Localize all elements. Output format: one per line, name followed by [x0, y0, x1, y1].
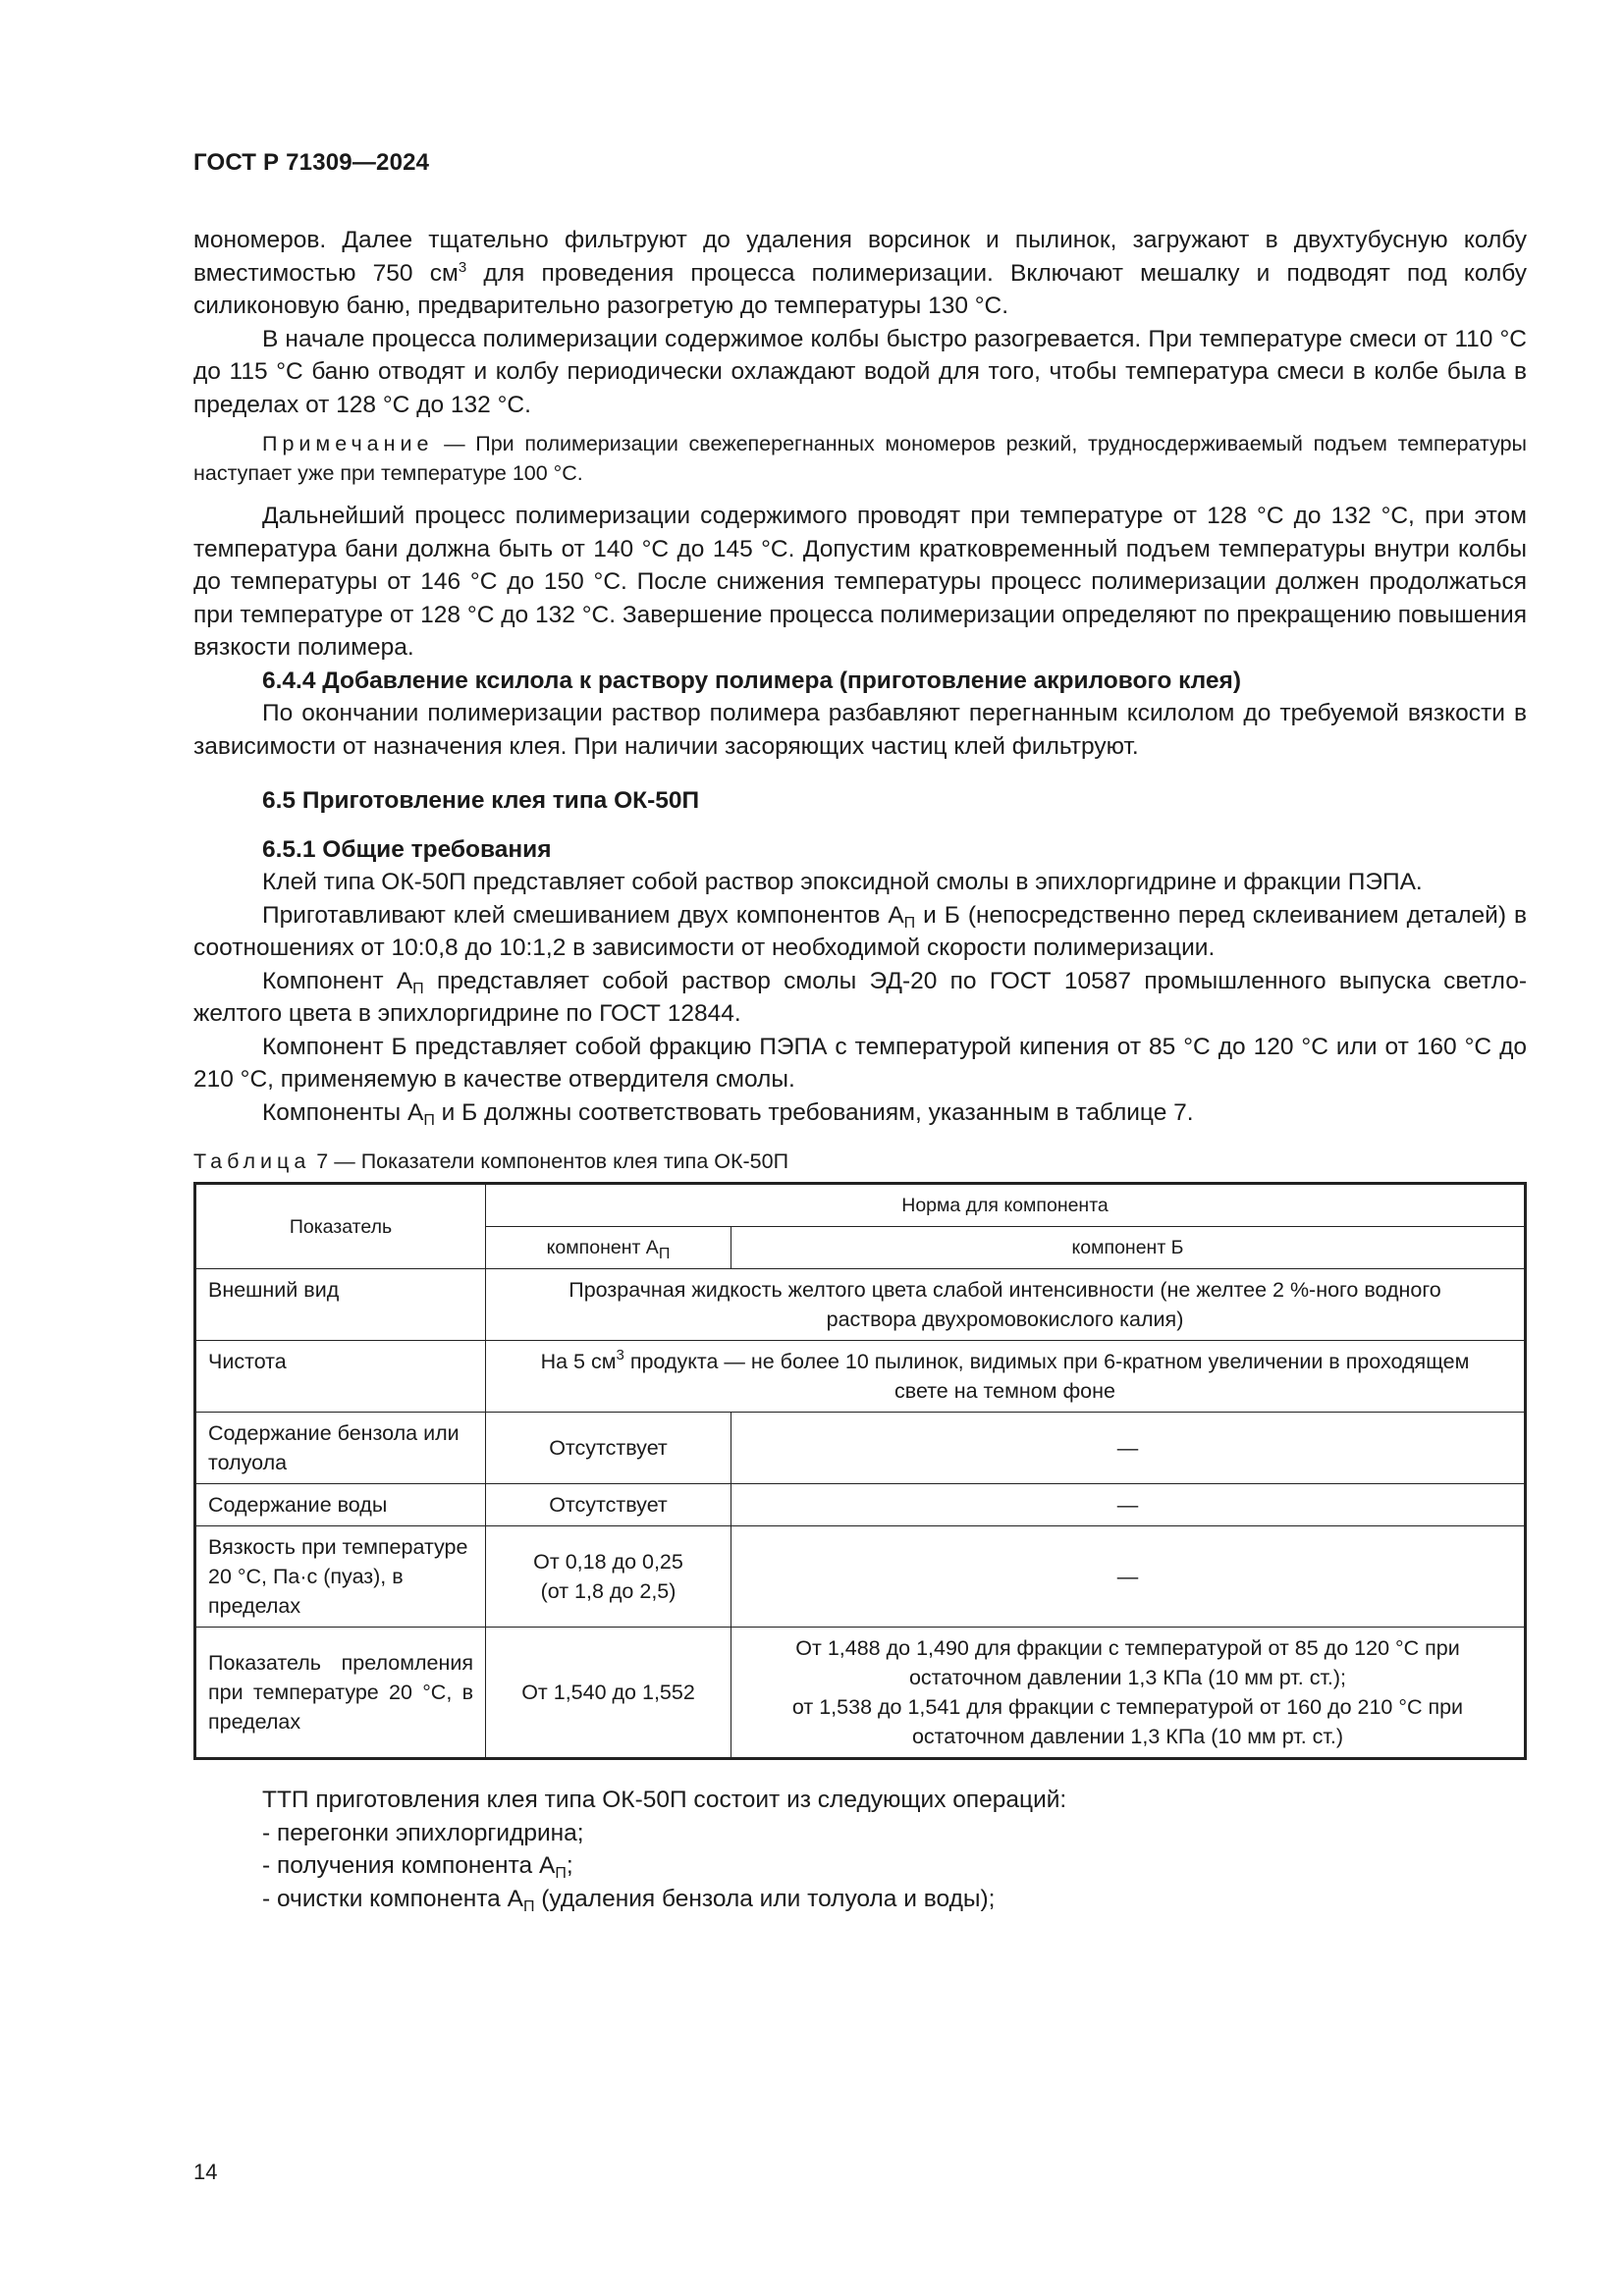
note-label: Примечание — [262, 432, 434, 455]
paragraph-component-b: Компонент Б представляет собой фракцию ПЭПА с температурой кипения от 85 °С до 120 °С или от 160 °С до 210 °С, применяемую в качестве отвердителя смолы. — [193, 1033, 1527, 1093]
header-indicator: Показатель — [195, 1184, 486, 1269]
table-row: Внешний вид Прозрачная жидкость желтого цвета слабой интенсивности (не желтее 2 %-ного водного раствора двухромовокислого калия) — [195, 1269, 1526, 1341]
standard-header: ГОСТ Р 71309—2024 — [193, 149, 430, 176]
list-item: - очистки компонента $А_П$ (удаления бензола или толуола и воды); — [262, 1885, 996, 1915]
list-item: - перегонки эпихлоргидрина; — [262, 1819, 584, 1846]
document-body — [193, 224, 1527, 1915]
heading-6-4-4: 6.4.4 Добавление ксилола к раствору полимера (приготовление акрилового клея) — [262, 667, 1241, 694]
paragraph-requirements: Компоненты $А_П$ и Б должны соответствовать требованиям, указанным в таблице 7. — [262, 1098, 1194, 1129]
paragraph-further-polymerization: Дальнейший процесс полимеризации содержимого проводят при температуре от 128 °С до 132 °С, при этом температура бани должна быть от 140 °С до 145 °С. Допустим кратковременный подъем температуры внутри колбы до температуры от 146 °С до 150 °С. После снижения температуры процесс полимеризации должен продолжаться при температуре от 128 °С до 132 °С. Завершение процесса полимеризации определяют по прекращению повышения вязкости полимера. — [193, 503, 1527, 661]
table-row: Содержание бензола или толуола Отсутствует — — [195, 1413, 1526, 1484]
paragraph-monomers: мономеров. Далее тщательно фильтруют до удаления ворсинок и пылинок, загружают в двухтубусную колбу вместимостью 750 $см^3$ для проведения процесса полимеризации. Включают мешалку и подводят под колбу силиконовую баню, предварительно разогретую до температуры 130 °С. — [193, 227, 1527, 319]
list-item: - получения компонента $А_П$; — [262, 1852, 573, 1882]
table-row: Вязкость при температуре 20 °С, Па·с (пуаз), в пределах От 0,18 до 0,25 (от 1,8 до 2,5) — — [195, 1526, 1526, 1628]
table-caption: Таблица 7 — Показатели компонентов клея типа ОК-50П — [193, 1149, 789, 1173]
paragraph-mixing: Приготавливают клей смешиванием двух компонентов $А_П$ и Б (непосредственно перед склеиванием деталей) в соотношениях от 10:0,8 до 10:1,2 в зависимости от необходимой скорости полимеризации. — [193, 901, 1528, 961]
table-row: Содержание воды Отсутствует — — [195, 1484, 1526, 1526]
table-row: Чистота На 5 $см^3$ продукта — не более 10 пылинок, видимых при 6-кратном увеличении в проходящем свете на темном фоне — [195, 1341, 1526, 1413]
paragraph-component-a: Компонент $А_П$ представляет собой раствор смолы ЭД-20 по ГОСТ 10587 промышленного выпуска светло-желтого цвета в эпихлоргидрине по ГОСТ 12844. — [193, 967, 1527, 1027]
header-component-b: компонент Б — [731, 1227, 1526, 1269]
paragraph-start-polymerization: В начале процесса полимеризации содержимое колбы быстро разогревается. При температуре смеси от 110 °С до 115 °С баню отводят и колбу периодически охлаждают водой для того, чтобы температура смеси в колбе была в пределах от 128 °С до 132 °С. — [193, 325, 1527, 418]
table-header-row — [195, 1184, 1526, 1227]
header-norm: Норма для компонента — [486, 1184, 1526, 1227]
note: Примечание — При полимеризации свежеперегнанных мономеров резкий, трудносдерживаемый подъем температуры наступает уже при температуре 100 °С. — [193, 432, 1527, 485]
paragraph-ttp-intro: ТТП приготовления клея типа ОК-50П состоит из следующих операций: — [262, 1787, 1067, 1813]
paragraph-xylene: По окончании полимеризации раствор полимера разбавляют перегнанным ксилолом до требуемой вязкости в зависимости от назначения клея. При наличии засоряющих частиц клей фильтруют. — [193, 700, 1527, 760]
paragraph-glue-description: Клей типа ОК-50П представляет собой раствор эпоксидной смолы в эпихлоргидрине и фракции ПЭПА. — [262, 869, 1423, 895]
heading-6-5: 6.5 Приготовление клея типа ОК-50П — [262, 787, 700, 814]
components-table — [193, 1182, 1527, 1760]
header-component-a: компонент $А_П$ — [486, 1227, 731, 1269]
page-number: 14 — [193, 2160, 218, 2184]
heading-6-5-1: 6.5.1 Общие требования — [262, 835, 552, 863]
table-row: Показатель преломления при температуре 20 °С, в пределах От 1,540 до 1,552 От 1,488 до 1,490 для фракции с температурой от 85 до 120 °С при остаточном давлении 1,3 КПа (10 мм рт. ст.); от 1,538 до 1,541 для фракции с температурой от 160 до 210 °С при остаточном давлении 1,3 КПа (10 мм рт. ст.) — [195, 1628, 1526, 1759]
